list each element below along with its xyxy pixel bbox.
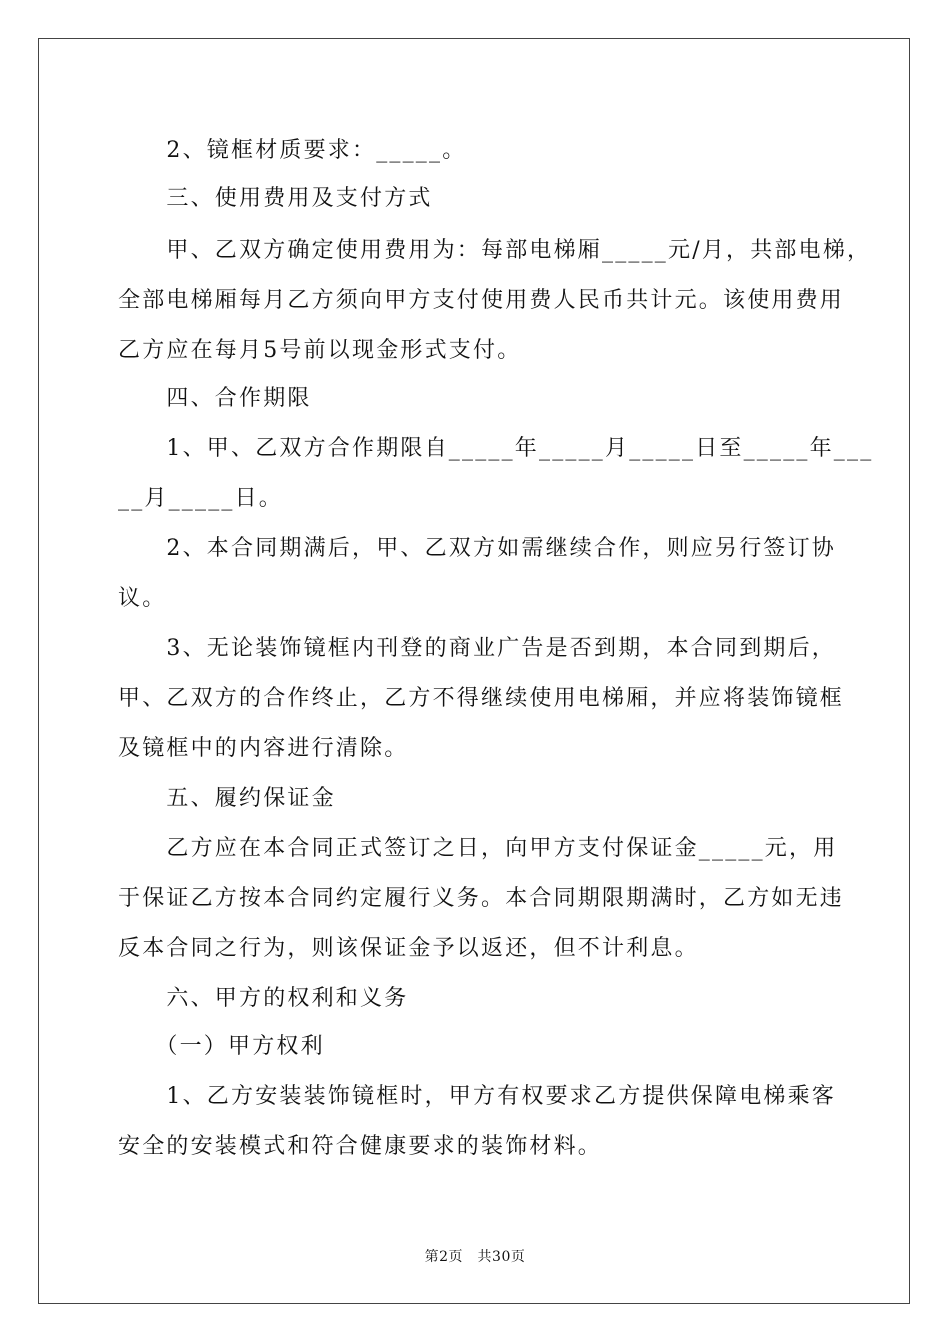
text-line: 2、本合同期满后，甲、乙双方如需继续合作，则应另行签订协 — [118, 536, 836, 561]
subsection-heading: （一）甲方权利 — [118, 1034, 325, 1059]
text-line: 反本合同之行为，则该保证金予以返还，但不计利息。 — [118, 936, 699, 961]
text-line: 于保证乙方按本合同约定履行义务。本合同期限期满时，乙方如无违 — [118, 886, 845, 911]
page-number-footer: 第2页 共30页 — [424, 1249, 526, 1265]
section-heading: 三、使用费用及支付方式 — [118, 186, 433, 211]
text-line: 及镜框中的内容进行清除。 — [118, 736, 409, 761]
text-line: 安全的安装模式和符合健康要求的装饰材料。 — [118, 1134, 603, 1159]
section-heading: 六、甲方的权利和义务 — [118, 986, 409, 1011]
text-line: 全部电梯厢每月乙方须向甲方支付使用费人民币共计元。该使用费用 — [118, 288, 845, 313]
text-line: 3、无论装饰镜框内刊登的商业广告是否到期，本合同到期后， — [118, 636, 836, 661]
text-line: 2、镜框材质要求：_____。 — [118, 138, 467, 163]
text-line: 1、乙方安装装饰镜框时，甲方有权要求乙方提供保障电梯乘客 — [118, 1084, 836, 1109]
text-line: 1、甲、乙双方合作期限自_____年_____月_____日至_____年___ — [118, 436, 874, 461]
text-line: 乙方应在本合同正式签订之日，向甲方支付保证金_____元，用 — [118, 836, 838, 861]
text-line: 议。 — [118, 586, 167, 611]
text-line: __月_____日。 — [118, 486, 284, 511]
page-border — [38, 38, 910, 1304]
text-line: 甲、乙双方确定使用费用为：每部电梯厢_____元/月，共部电梯， — [118, 238, 872, 263]
text-line: 乙方应在每月5号前以现金形式支付。 — [118, 338, 522, 363]
section-heading: 四、合作期限 — [118, 386, 312, 411]
section-heading: 五、履约保证金 — [118, 786, 336, 811]
text-line: 甲、乙双方的合作终止，乙方不得继续使用电梯厢，并应将装饰镜框 — [118, 686, 845, 711]
